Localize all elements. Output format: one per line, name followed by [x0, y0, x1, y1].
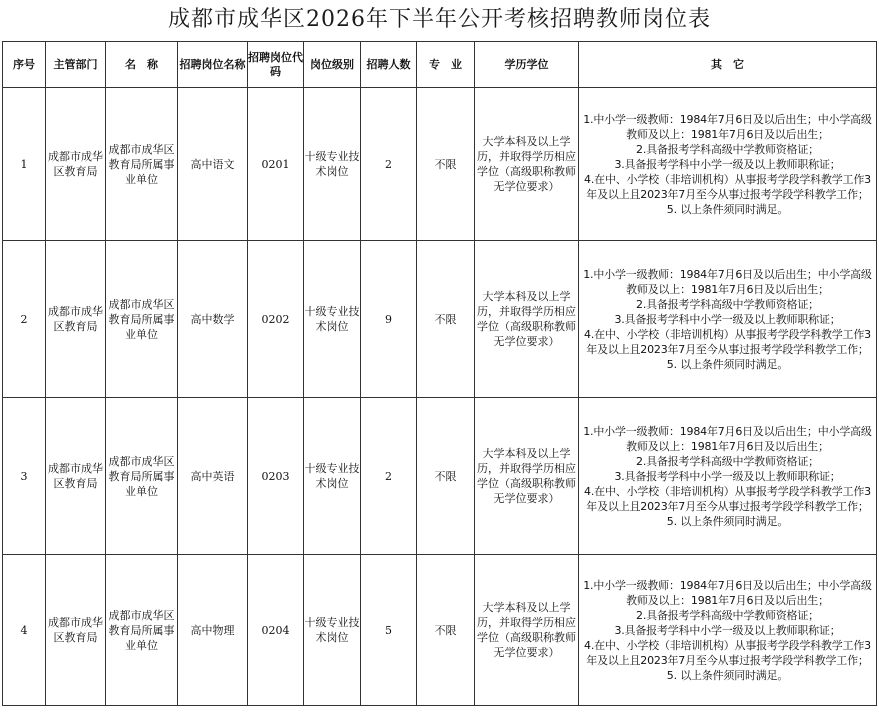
cell-dept: 成都市成华区教育局 [46, 241, 106, 398]
header-post-level: 岗位级别 [304, 42, 361, 88]
condition-line: 1.中小学一级教师：1984年7月6日及以后出生；中小学高级教师及以上：1981年7月6日及以后出生； [583, 267, 872, 296]
table-row [3, 555, 877, 706]
cell-post-level: 十级专业技术岗位 [304, 398, 361, 555]
cell-unit: 成都市成华区教育局所属事业单位 [106, 555, 178, 706]
cell-post-level: 十级专业技术岗位 [304, 88, 361, 241]
header-count: 招聘人数 [361, 42, 417, 88]
header-row [3, 42, 877, 88]
condition-line: 1.中小学一级教师：1984年7月6日及以后出生；中小学高级教师及以上：1981年7月6日及以后出生； [583, 424, 872, 453]
condition-line: 5. 以上条件须同时满足。 [666, 514, 789, 528]
header-unit: 名 称 [106, 42, 178, 88]
header-post-code: 招聘岗位代码 [248, 42, 304, 88]
header-seq: 序号 [3, 42, 46, 88]
header-other: 其 它 [579, 42, 877, 88]
cell-count: 2 [361, 398, 417, 555]
table-row [3, 88, 877, 241]
cell-major: 不限 [417, 88, 475, 241]
cell-education: 大学本科及以上学历，并取得学历相应学位（高级职称教师无学位要求） [475, 241, 579, 398]
recruitment-table [2, 41, 877, 706]
cell-post-level: 十级专业技术岗位 [304, 241, 361, 398]
cell-count: 9 [361, 241, 417, 398]
condition-line: 3.具备报考学科中小学一级及以上教师职称证； [614, 157, 841, 171]
condition-line: 2.具备报考学科高级中学教师资格证； [636, 608, 819, 622]
condition-line: 3.具备报考学科中小学一级及以上教师职称证； [614, 312, 841, 326]
cell-seq: 3 [3, 398, 46, 555]
cell-unit: 成都市成华区教育局所属事业单位 [106, 398, 178, 555]
cell-other [579, 555, 877, 706]
cell-unit: 成都市成华区教育局所属事业单位 [106, 241, 178, 398]
cell-count: 2 [361, 88, 417, 241]
cell-education: 大学本科及以上学历，并取得学历相应学位（高级职称教师无学位要求） [475, 88, 579, 241]
cell-other [579, 88, 877, 241]
cell-other [579, 241, 877, 398]
cell-major: 不限 [417, 398, 475, 555]
cell-seq: 2 [3, 241, 46, 398]
cell-education: 大学本科及以上学历，并取得学历相应学位（高级职称教师无学位要求） [475, 398, 579, 555]
cell-unit: 成都市成华区教育局所属事业单位 [106, 88, 178, 241]
cell-post-name: 高中语文 [178, 88, 248, 241]
cell-post-level: 十级专业技术岗位 [304, 555, 361, 706]
cell-post-name: 高中物理 [178, 555, 248, 706]
cell-count: 5 [361, 555, 417, 706]
table-row [3, 241, 877, 398]
cell-post-code: 0203 [248, 398, 304, 555]
condition-line: 4.在中、小学校（非培训机构）从事报考学段学科教学工作3年及以上且2023年7月至今从事过报考学段学科教学工作； [584, 172, 871, 201]
condition-line: 1.中小学一级教师：1984年7月6日及以后出生；中小学高级教师及以上：1981年7月6日及以后出生； [583, 578, 872, 607]
condition-line: 4.在中、小学校（非培训机构）从事报考学段学科教学工作3年及以上且2023年7月至今从事过报考学段学科教学工作； [584, 638, 871, 667]
cell-post-code: 0201 [248, 88, 304, 241]
condition-line: 2.具备报考学科高级中学教师资格证； [636, 297, 819, 311]
header-major: 专 业 [417, 42, 475, 88]
cell-post-code: 0202 [248, 241, 304, 398]
cell-seq: 1 [3, 88, 46, 241]
cell-post-code: 0204 [248, 555, 304, 706]
condition-line: 3.具备报考学科中小学一级及以上教师职称证； [614, 623, 841, 637]
condition-line: 2.具备报考学科高级中学教师资格证； [636, 454, 819, 468]
cell-other [579, 398, 877, 555]
condition-line: 2.具备报考学科高级中学教师资格证； [636, 142, 819, 156]
condition-line: 4.在中、小学校（非培训机构）从事报考学段学科教学工作3年及以上且2023年7月至今从事过报考学段学科教学工作； [584, 484, 871, 513]
cell-dept: 成都市成华区教育局 [46, 88, 106, 241]
cell-post-name: 高中数学 [178, 241, 248, 398]
table-row [3, 398, 877, 555]
cell-seq: 4 [3, 555, 46, 706]
cell-major: 不限 [417, 241, 475, 398]
condition-line: 5. 以上条件须同时满足。 [666, 668, 789, 682]
header-dept: 主管部门 [46, 42, 106, 88]
cell-dept: 成都市成华区教育局 [46, 555, 106, 706]
condition-line: 1.中小学一级教师：1984年7月6日及以后出生；中小学高级教师及以上：1981年7月6日及以后出生； [583, 112, 872, 141]
cell-post-name: 高中英语 [178, 398, 248, 555]
header-post-name: 招聘岗位名称 [178, 42, 248, 88]
header-education: 学历学位 [475, 42, 579, 88]
page-title: 成都市成华区2026年下半年公开考核招聘教师岗位表 [168, 7, 711, 32]
cell-dept: 成都市成华区教育局 [46, 398, 106, 555]
condition-line: 5. 以上条件须同时满足。 [666, 202, 789, 216]
condition-line: 4.在中、小学校（非培训机构）从事报考学段学科教学工作3年及以上且2023年7月至今从事过报考学段学科教学工作； [584, 327, 871, 356]
cell-education: 大学本科及以上学历，并取得学历相应学位（高级职称教师无学位要求） [475, 555, 579, 706]
condition-line: 5. 以上条件须同时满足。 [666, 357, 789, 371]
condition-line: 3.具备报考学科中小学一级及以上教师职称证； [614, 469, 841, 483]
cell-major: 不限 [417, 555, 475, 706]
